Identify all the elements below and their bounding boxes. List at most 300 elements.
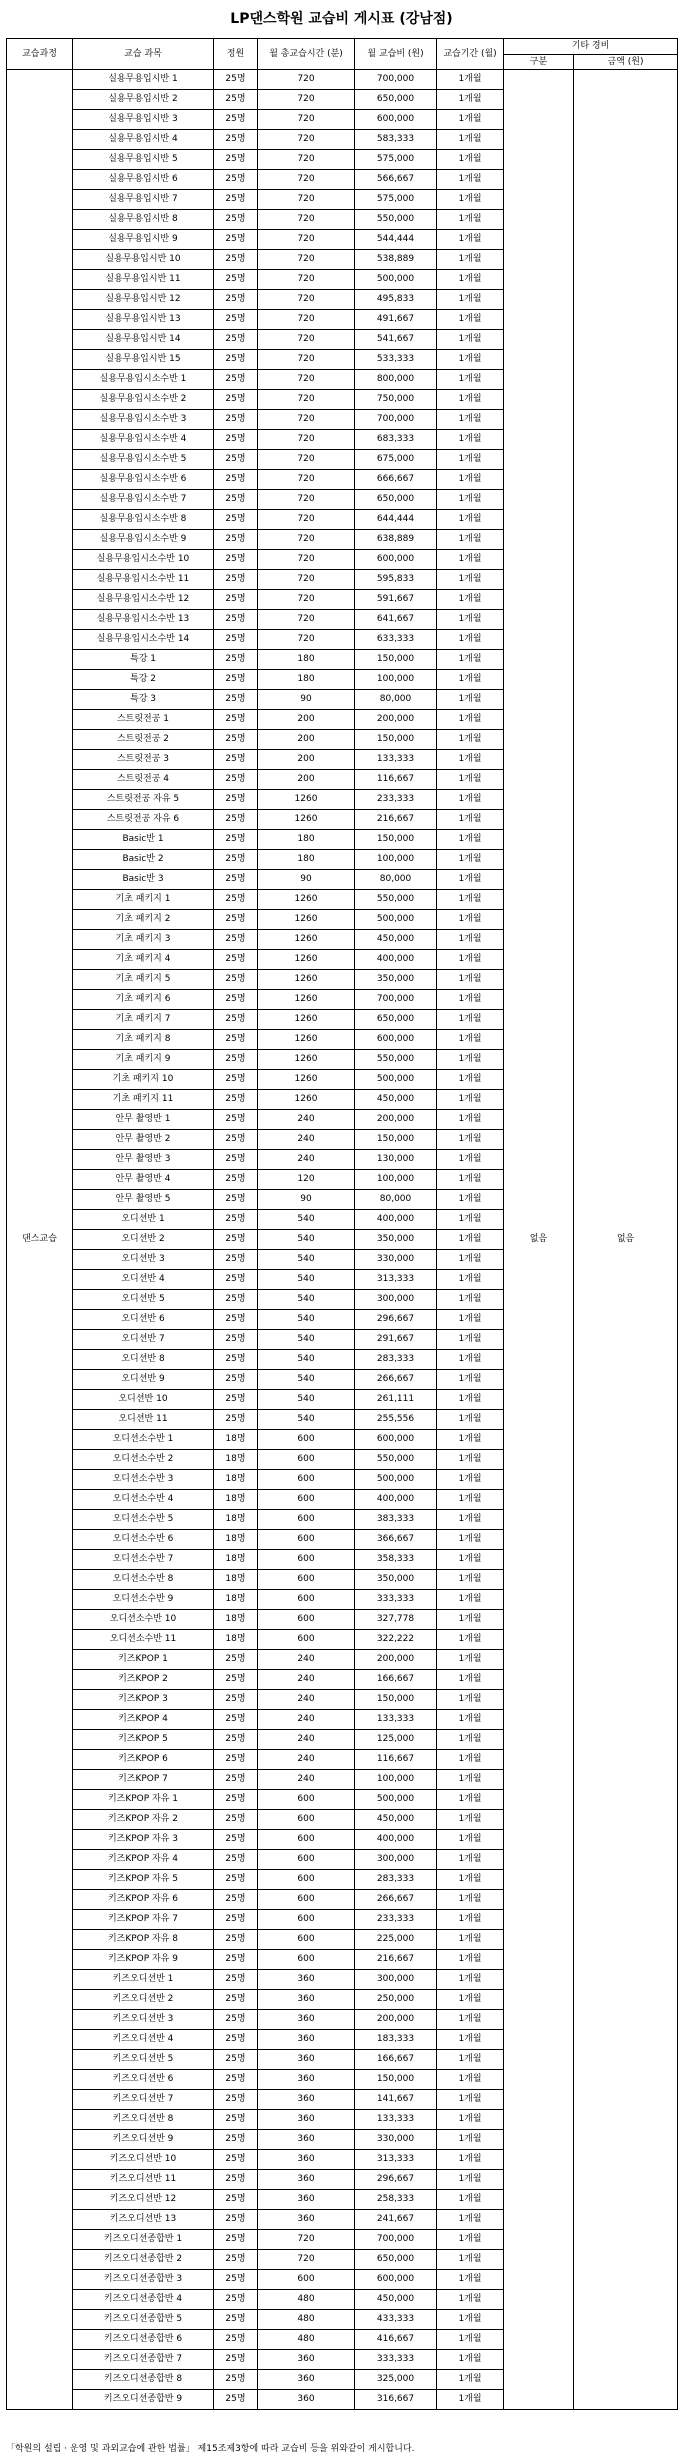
cell-period: 1개월: [437, 1730, 504, 1750]
header-course: 교습 과목: [73, 39, 214, 70]
cell-hours: 720: [258, 370, 355, 390]
cell-fee: 116,667: [355, 770, 437, 790]
cell-course: 스트릿전공 3: [73, 750, 214, 770]
cell-period: 1개월: [437, 1910, 504, 1930]
cell-hours: 240: [258, 1770, 355, 1790]
fee-table: [6, 38, 678, 2410]
cell-fee: 383,333: [355, 1510, 437, 1530]
cell-period: 1개월: [437, 270, 504, 290]
cell-period: 1개월: [437, 530, 504, 550]
cell-fee: 583,333: [355, 130, 437, 150]
cell-fee: 330,000: [355, 2130, 437, 2150]
cell-capacity: 25명: [214, 1410, 258, 1430]
cell-course: 키즈오디션반 6: [73, 2070, 214, 2090]
cell-capacity: 25명: [214, 330, 258, 350]
cell-course: 실용무용입시반 11: [73, 270, 214, 290]
cell-capacity: 25명: [214, 1890, 258, 1910]
cell-period: 1개월: [437, 810, 504, 830]
cell-capacity: 25명: [214, 770, 258, 790]
cell-course: 키즈오디션종합반 4: [73, 2290, 214, 2310]
cell-course: 기초 패키지 3: [73, 930, 214, 950]
cell-capacity: 25명: [214, 2030, 258, 2050]
cell-period: 1개월: [437, 2170, 504, 2190]
cell-capacity: 25명: [214, 1350, 258, 1370]
cell-capacity: 25명: [214, 530, 258, 550]
cell-hours: 600: [258, 1610, 355, 1630]
cell-course: 실용무용입시반 13: [73, 310, 214, 330]
cell-hours: 1260: [258, 930, 355, 950]
cell-course: 실용무용입시소수반 1: [73, 370, 214, 390]
cell-hours: 720: [258, 290, 355, 310]
cell-hours: 720: [258, 470, 355, 490]
cell-capacity: 25명: [214, 1190, 258, 1210]
fee-table-body: [7, 70, 678, 2410]
cell-capacity: 25명: [214, 270, 258, 290]
cell-hours: 240: [258, 1130, 355, 1150]
cell-period: 1개월: [437, 330, 504, 350]
cell-capacity: 25명: [214, 410, 258, 430]
cell-fee: 595,833: [355, 570, 437, 590]
cell-fee: 130,000: [355, 1150, 437, 1170]
cell-fee: 255,556: [355, 1410, 437, 1430]
cell-course: 오디션소수반 6: [73, 1530, 214, 1550]
cell-hours: 240: [258, 1150, 355, 1170]
footnote: 「학원의 설립 · 운영 및 과외교습에 관한 법률」 제15조제3항에 따라 교습비 등을 위와같이 게시합니다.: [6, 2444, 415, 2454]
cell-course: 키즈오디션반 9: [73, 2130, 214, 2150]
cell-period: 1개월: [437, 2010, 504, 2030]
cell-period: 1개월: [437, 610, 504, 630]
cell-fee: 600,000: [355, 1030, 437, 1050]
cell-hours: 720: [258, 350, 355, 370]
header-total-hours: 월 총교습시간 (분): [258, 39, 355, 70]
cell-hours: 600: [258, 1430, 355, 1450]
cell-period: 1개월: [437, 2390, 504, 2410]
cell-period: 1개월: [437, 1350, 504, 1370]
cell-capacity: 25명: [214, 2070, 258, 2090]
cell-fee: 80,000: [355, 870, 437, 890]
cell-capacity: 25명: [214, 1910, 258, 1930]
cell-hours: 720: [258, 570, 355, 590]
cell-course: 키즈오디션반 1: [73, 1970, 214, 1990]
cell-hours: 720: [258, 510, 355, 530]
cell-hours: 360: [258, 2090, 355, 2110]
cell-fee: 450,000: [355, 1810, 437, 1830]
cell-course: 키즈오디션종합반 7: [73, 2350, 214, 2370]
cell-hours: 1260: [258, 890, 355, 910]
cell-fee: 133,333: [355, 1710, 437, 1730]
cell-hours: 1260: [258, 1090, 355, 1110]
cell-capacity: 25명: [214, 1870, 258, 1890]
cell-hours: 720: [258, 110, 355, 130]
cell-capacity: 18명: [214, 1530, 258, 1550]
cell-period: 1개월: [437, 1930, 504, 1950]
cell-course: 키즈오디션종합반 6: [73, 2330, 214, 2350]
cell-fee: 550,000: [355, 210, 437, 230]
cell-fee: 322,222: [355, 1630, 437, 1650]
cell-fee: 416,667: [355, 2330, 437, 2350]
cell-capacity: 25명: [214, 550, 258, 570]
cell-course: 키즈KPOP 자유 6: [73, 1890, 214, 1910]
cell-hours: 200: [258, 730, 355, 750]
cell-capacity: 18명: [214, 1510, 258, 1530]
cell-course: 실용무용입시소수반 9: [73, 530, 214, 550]
cell-hours: 540: [258, 1410, 355, 1430]
cell-period: 1개월: [437, 2250, 504, 2270]
cell-period: 1개월: [437, 2350, 504, 2370]
cell-fee: 200,000: [355, 1650, 437, 1670]
cell-fee: 150,000: [355, 830, 437, 850]
cell-capacity: 25명: [214, 110, 258, 130]
cell-course: 오디션반 10: [73, 1390, 214, 1410]
cell-course: 오디션소수반 2: [73, 1450, 214, 1470]
cell-capacity: 18명: [214, 1630, 258, 1650]
cell-course: 기초 패키지 2: [73, 910, 214, 930]
cell-course: 키즈오디션반 12: [73, 2190, 214, 2210]
cell-course: 키즈KPOP 자유 3: [73, 1830, 214, 1850]
cell-period: 1개월: [437, 1290, 504, 1310]
cell-course: 실용무용입시소수반 12: [73, 590, 214, 610]
cell-hours: 240: [258, 1670, 355, 1690]
cell-capacity: 25명: [214, 2290, 258, 2310]
cell-course: 실용무용입시반 6: [73, 170, 214, 190]
cell-course: 키즈오디션반 3: [73, 2010, 214, 2030]
cell-period: 1개월: [437, 770, 504, 790]
cell-period: 1개월: [437, 1310, 504, 1330]
cell-capacity: 25명: [214, 190, 258, 210]
cell-hours: 720: [258, 430, 355, 450]
cell-fee: 433,333: [355, 2310, 437, 2330]
cell-fee: 233,333: [355, 1910, 437, 1930]
cell-period: 1개월: [437, 390, 504, 410]
cell-period: 1개월: [437, 410, 504, 430]
cell-fee: 641,667: [355, 610, 437, 630]
cell-capacity: 25명: [214, 250, 258, 270]
cell-course: 오디션소수반 3: [73, 1470, 214, 1490]
cell-course: 키즈KPOP 자유 4: [73, 1850, 214, 1870]
cell-period: 1개월: [437, 1790, 504, 1810]
cell-fee: 241,667: [355, 2210, 437, 2230]
cell-course: 키즈KPOP 7: [73, 1770, 214, 1790]
cell-course: 스트릿전공 2: [73, 730, 214, 750]
cell-hours: 360: [258, 2350, 355, 2370]
cell-fee: 300,000: [355, 1850, 437, 1870]
cell-period: 1개월: [437, 1610, 504, 1630]
cell-period: 1개월: [437, 890, 504, 910]
cell-capacity: 25명: [214, 1710, 258, 1730]
cell-hours: 720: [258, 590, 355, 610]
cell-period: 1개월: [437, 1330, 504, 1350]
cell-capacity: 25명: [214, 810, 258, 830]
cell-fee: 266,667: [355, 1370, 437, 1390]
cell-period: 1개월: [437, 2370, 504, 2390]
cell-hours: 240: [258, 1710, 355, 1730]
cell-course: 안무 촬영반 2: [73, 1130, 214, 1150]
cell-capacity: 25명: [214, 1110, 258, 1130]
cell-fee: 650,000: [355, 490, 437, 510]
cell-capacity: 25명: [214, 630, 258, 650]
cell-course: 오디션반 2: [73, 1230, 214, 1250]
cell-course: 키즈KPOP 자유 5: [73, 1870, 214, 1890]
cell-period: 1개월: [437, 230, 504, 250]
cell-capacity: 25명: [214, 970, 258, 990]
cell-course: 실용무용입시반 15: [73, 350, 214, 370]
cell-hours: 360: [258, 2130, 355, 2150]
cell-period: 1개월: [437, 690, 504, 710]
cell-hours: 600: [258, 1470, 355, 1490]
cell-hours: 200: [258, 750, 355, 770]
cell-hours: 720: [258, 70, 355, 90]
cell-hours: 720: [258, 210, 355, 230]
cell-hours: 180: [258, 830, 355, 850]
cell-period: 1개월: [437, 1530, 504, 1550]
cell-course: 실용무용입시소수반 8: [73, 510, 214, 530]
cell-capacity: 25명: [214, 1170, 258, 1190]
cell-course: 실용무용입시반 2: [73, 90, 214, 110]
cell-hours: 540: [258, 1310, 355, 1330]
cell-course: 실용무용입시반 12: [73, 290, 214, 310]
cell-course: 기초 패키지 11: [73, 1090, 214, 1110]
cell-capacity: 25명: [214, 1250, 258, 1270]
cell-period: 1개월: [437, 310, 504, 330]
cell-period: 1개월: [437, 970, 504, 990]
cell-course: 안무 촬영반 3: [73, 1150, 214, 1170]
cell-course: 키즈오디션반 8: [73, 2110, 214, 2130]
cell-fee: 116,667: [355, 1750, 437, 1770]
cell-fee: 650,000: [355, 2250, 437, 2270]
cell-capacity: 25명: [214, 2330, 258, 2350]
cell-period: 1개월: [437, 1550, 504, 1570]
cell-course: 기초 패키지 9: [73, 1050, 214, 1070]
cell-period: 1개월: [437, 1770, 504, 1790]
cell-period: 1개월: [437, 990, 504, 1010]
cell-capacity: 25명: [214, 230, 258, 250]
cell-period: 1개월: [437, 830, 504, 850]
cell-period: 1개월: [437, 1750, 504, 1770]
cell-capacity: 25명: [214, 950, 258, 970]
cell-period: 1개월: [437, 490, 504, 510]
cell-fee: 350,000: [355, 1230, 437, 1250]
cell-period: 1개월: [437, 1890, 504, 1910]
cell-fee: 125,000: [355, 1730, 437, 1750]
cell-capacity: 25명: [214, 830, 258, 850]
cell-fee: 700,000: [355, 2230, 437, 2250]
cell-hours: 360: [258, 1970, 355, 1990]
cell-capacity: 25명: [214, 1690, 258, 1710]
cell-capacity: 25명: [214, 1970, 258, 1990]
cell-fee: 700,000: [355, 990, 437, 1010]
cell-period: 1개월: [437, 850, 504, 870]
header-period: 교습기간 (월): [437, 39, 504, 70]
cell-fee: 350,000: [355, 1570, 437, 1590]
cell-course: 키즈KPOP 1: [73, 1650, 214, 1670]
cell-capacity: 18명: [214, 1470, 258, 1490]
cell-fee: 400,000: [355, 1830, 437, 1850]
cell-capacity: 25명: [214, 150, 258, 170]
cell-capacity: 25명: [214, 510, 258, 530]
cell-fee: 400,000: [355, 1490, 437, 1510]
cell-course: 기초 패키지 8: [73, 1030, 214, 1050]
cell-hours: 480: [258, 2310, 355, 2330]
cell-hours: 180: [258, 650, 355, 670]
cell-period: 1개월: [437, 2270, 504, 2290]
cell-fee: 450,000: [355, 1090, 437, 1110]
cell-period: 1개월: [437, 1390, 504, 1410]
cell-capacity: 25명: [214, 1750, 258, 1770]
cell-course: 스트릿전공 4: [73, 770, 214, 790]
cell-capacity: 25명: [214, 390, 258, 410]
cell-fee: 400,000: [355, 950, 437, 970]
cell-fee: 133,333: [355, 750, 437, 770]
cell-period: 1개월: [437, 730, 504, 750]
cell-fee: 500,000: [355, 910, 437, 930]
cell-capacity: 25명: [214, 70, 258, 90]
fee-table-container: [6, 38, 677, 2410]
cell-fee: 291,667: [355, 1330, 437, 1350]
cell-hours: 1260: [258, 950, 355, 970]
cell-hours: 720: [258, 310, 355, 330]
cell-course: 기초 패키지 4: [73, 950, 214, 970]
cell-capacity: 25명: [214, 930, 258, 950]
cell-hours: 360: [258, 2110, 355, 2130]
cell-fee: 266,667: [355, 1890, 437, 1910]
header-extra: 기타 경비: [504, 39, 678, 55]
extra-amount-cell: 없음: [574, 70, 678, 2410]
cell-hours: 720: [258, 550, 355, 570]
cell-fee: 538,889: [355, 250, 437, 270]
cell-period: 1개월: [437, 450, 504, 470]
cell-hours: 540: [258, 1250, 355, 1270]
cell-capacity: 25명: [214, 730, 258, 750]
cell-hours: 600: [258, 1890, 355, 1910]
cell-course: 키즈KPOP 자유 7: [73, 1910, 214, 1930]
cell-course: 실용무용입시소수반 10: [73, 550, 214, 570]
cell-hours: 720: [258, 330, 355, 350]
cell-course: 키즈오디션종합반 3: [73, 2270, 214, 2290]
cell-course: 실용무용입시반 10: [73, 250, 214, 270]
cell-capacity: 25명: [214, 610, 258, 630]
cell-course: 실용무용입시소수반 3: [73, 410, 214, 430]
cell-period: 1개월: [437, 1110, 504, 1130]
cell-hours: 720: [258, 2250, 355, 2270]
cell-fee: 491,667: [355, 310, 437, 330]
cell-hours: 600: [258, 1590, 355, 1610]
cell-period: 1개월: [437, 1690, 504, 1710]
cell-hours: 1260: [258, 810, 355, 830]
cell-course: 스트릿전공 자유 5: [73, 790, 214, 810]
cell-fee: 261,111: [355, 1390, 437, 1410]
cell-capacity: 25명: [214, 2150, 258, 2170]
cell-fee: 550,000: [355, 890, 437, 910]
cell-hours: 600: [258, 1570, 355, 1590]
cell-hours: 1260: [258, 1050, 355, 1070]
cell-capacity: 25명: [214, 2230, 258, 2250]
cell-course: 실용무용입시소수반 2: [73, 390, 214, 410]
cell-course: 키즈오디션반 2: [73, 1990, 214, 2010]
cell-course: 오디션반 5: [73, 1290, 214, 1310]
cell-capacity: 25명: [214, 1070, 258, 1090]
cell-course: 스트릿전공 자유 6: [73, 810, 214, 830]
cell-hours: 720: [258, 250, 355, 270]
cell-period: 1개월: [437, 1470, 504, 1490]
cell-course: 키즈오디션종합반 2: [73, 2250, 214, 2270]
cell-course: 오디션반 9: [73, 1370, 214, 1390]
cell-period: 1개월: [437, 1830, 504, 1850]
cell-period: 1개월: [437, 1150, 504, 1170]
cell-capacity: 25명: [214, 2390, 258, 2410]
cell-period: 1개월: [437, 170, 504, 190]
cell-course: 오디션반 8: [73, 1350, 214, 1370]
cell-fee: 258,333: [355, 2190, 437, 2210]
cell-course: 실용무용입시소수반 11: [73, 570, 214, 590]
cell-fee: 150,000: [355, 650, 437, 670]
cell-course: 오디션소수반 10: [73, 1610, 214, 1630]
cell-capacity: 25명: [214, 1210, 258, 1230]
cell-fee: 600,000: [355, 2270, 437, 2290]
cell-hours: 600: [258, 1550, 355, 1570]
cell-course: 오디션소수반 1: [73, 1430, 214, 1450]
cell-fee: 600,000: [355, 550, 437, 570]
cell-fee: 541,667: [355, 330, 437, 350]
cell-fee: 100,000: [355, 1770, 437, 1790]
cell-period: 1개월: [437, 1630, 504, 1650]
cell-course: 실용무용입시반 1: [73, 70, 214, 90]
cell-hours: 600: [258, 1790, 355, 1810]
cell-fee: 225,000: [355, 1930, 437, 1950]
cell-hours: 720: [258, 150, 355, 170]
cell-hours: 600: [258, 1930, 355, 1950]
cell-course: 특강 2: [73, 670, 214, 690]
cell-course: 오디션소수반 7: [73, 1550, 214, 1570]
cell-period: 1개월: [437, 950, 504, 970]
cell-hours: 240: [258, 1730, 355, 1750]
cell-capacity: 18명: [214, 1430, 258, 1450]
cell-hours: 360: [258, 1990, 355, 2010]
cell-capacity: 25명: [214, 750, 258, 770]
cell-period: 1개월: [437, 1950, 504, 1970]
cell-period: 1개월: [437, 1810, 504, 1830]
cell-hours: 540: [258, 1330, 355, 1350]
cell-fee: 216,667: [355, 1950, 437, 1970]
cell-capacity: 25명: [214, 1050, 258, 1070]
cell-period: 1개월: [437, 1970, 504, 1990]
cell-fee: 500,000: [355, 1470, 437, 1490]
table-row: [7, 70, 678, 90]
cell-hours: 540: [258, 1390, 355, 1410]
cell-fee: 700,000: [355, 410, 437, 430]
cell-hours: 1260: [258, 1070, 355, 1090]
cell-period: 1개월: [437, 2330, 504, 2350]
cell-period: 1개월: [437, 2070, 504, 2090]
cell-course: 실용무용입시반 7: [73, 190, 214, 210]
cell-hours: 600: [258, 1490, 355, 1510]
cell-hours: 540: [258, 1350, 355, 1370]
cell-capacity: 18명: [214, 1490, 258, 1510]
cell-capacity: 25명: [214, 2310, 258, 2330]
cell-capacity: 25명: [214, 2210, 258, 2230]
cell-course: 키즈KPOP 3: [73, 1690, 214, 1710]
cell-fee: 166,667: [355, 1670, 437, 1690]
cell-fee: 313,333: [355, 1270, 437, 1290]
cell-period: 1개월: [437, 1670, 504, 1690]
cell-capacity: 25명: [214, 1270, 258, 1290]
cell-capacity: 25명: [214, 450, 258, 470]
header-category: 교습과정: [7, 39, 73, 70]
cell-period: 1개월: [437, 550, 504, 570]
cell-fee: 495,833: [355, 290, 437, 310]
cell-fee: 250,000: [355, 1990, 437, 2010]
cell-fee: 366,667: [355, 1530, 437, 1550]
cell-hours: 360: [258, 2010, 355, 2030]
